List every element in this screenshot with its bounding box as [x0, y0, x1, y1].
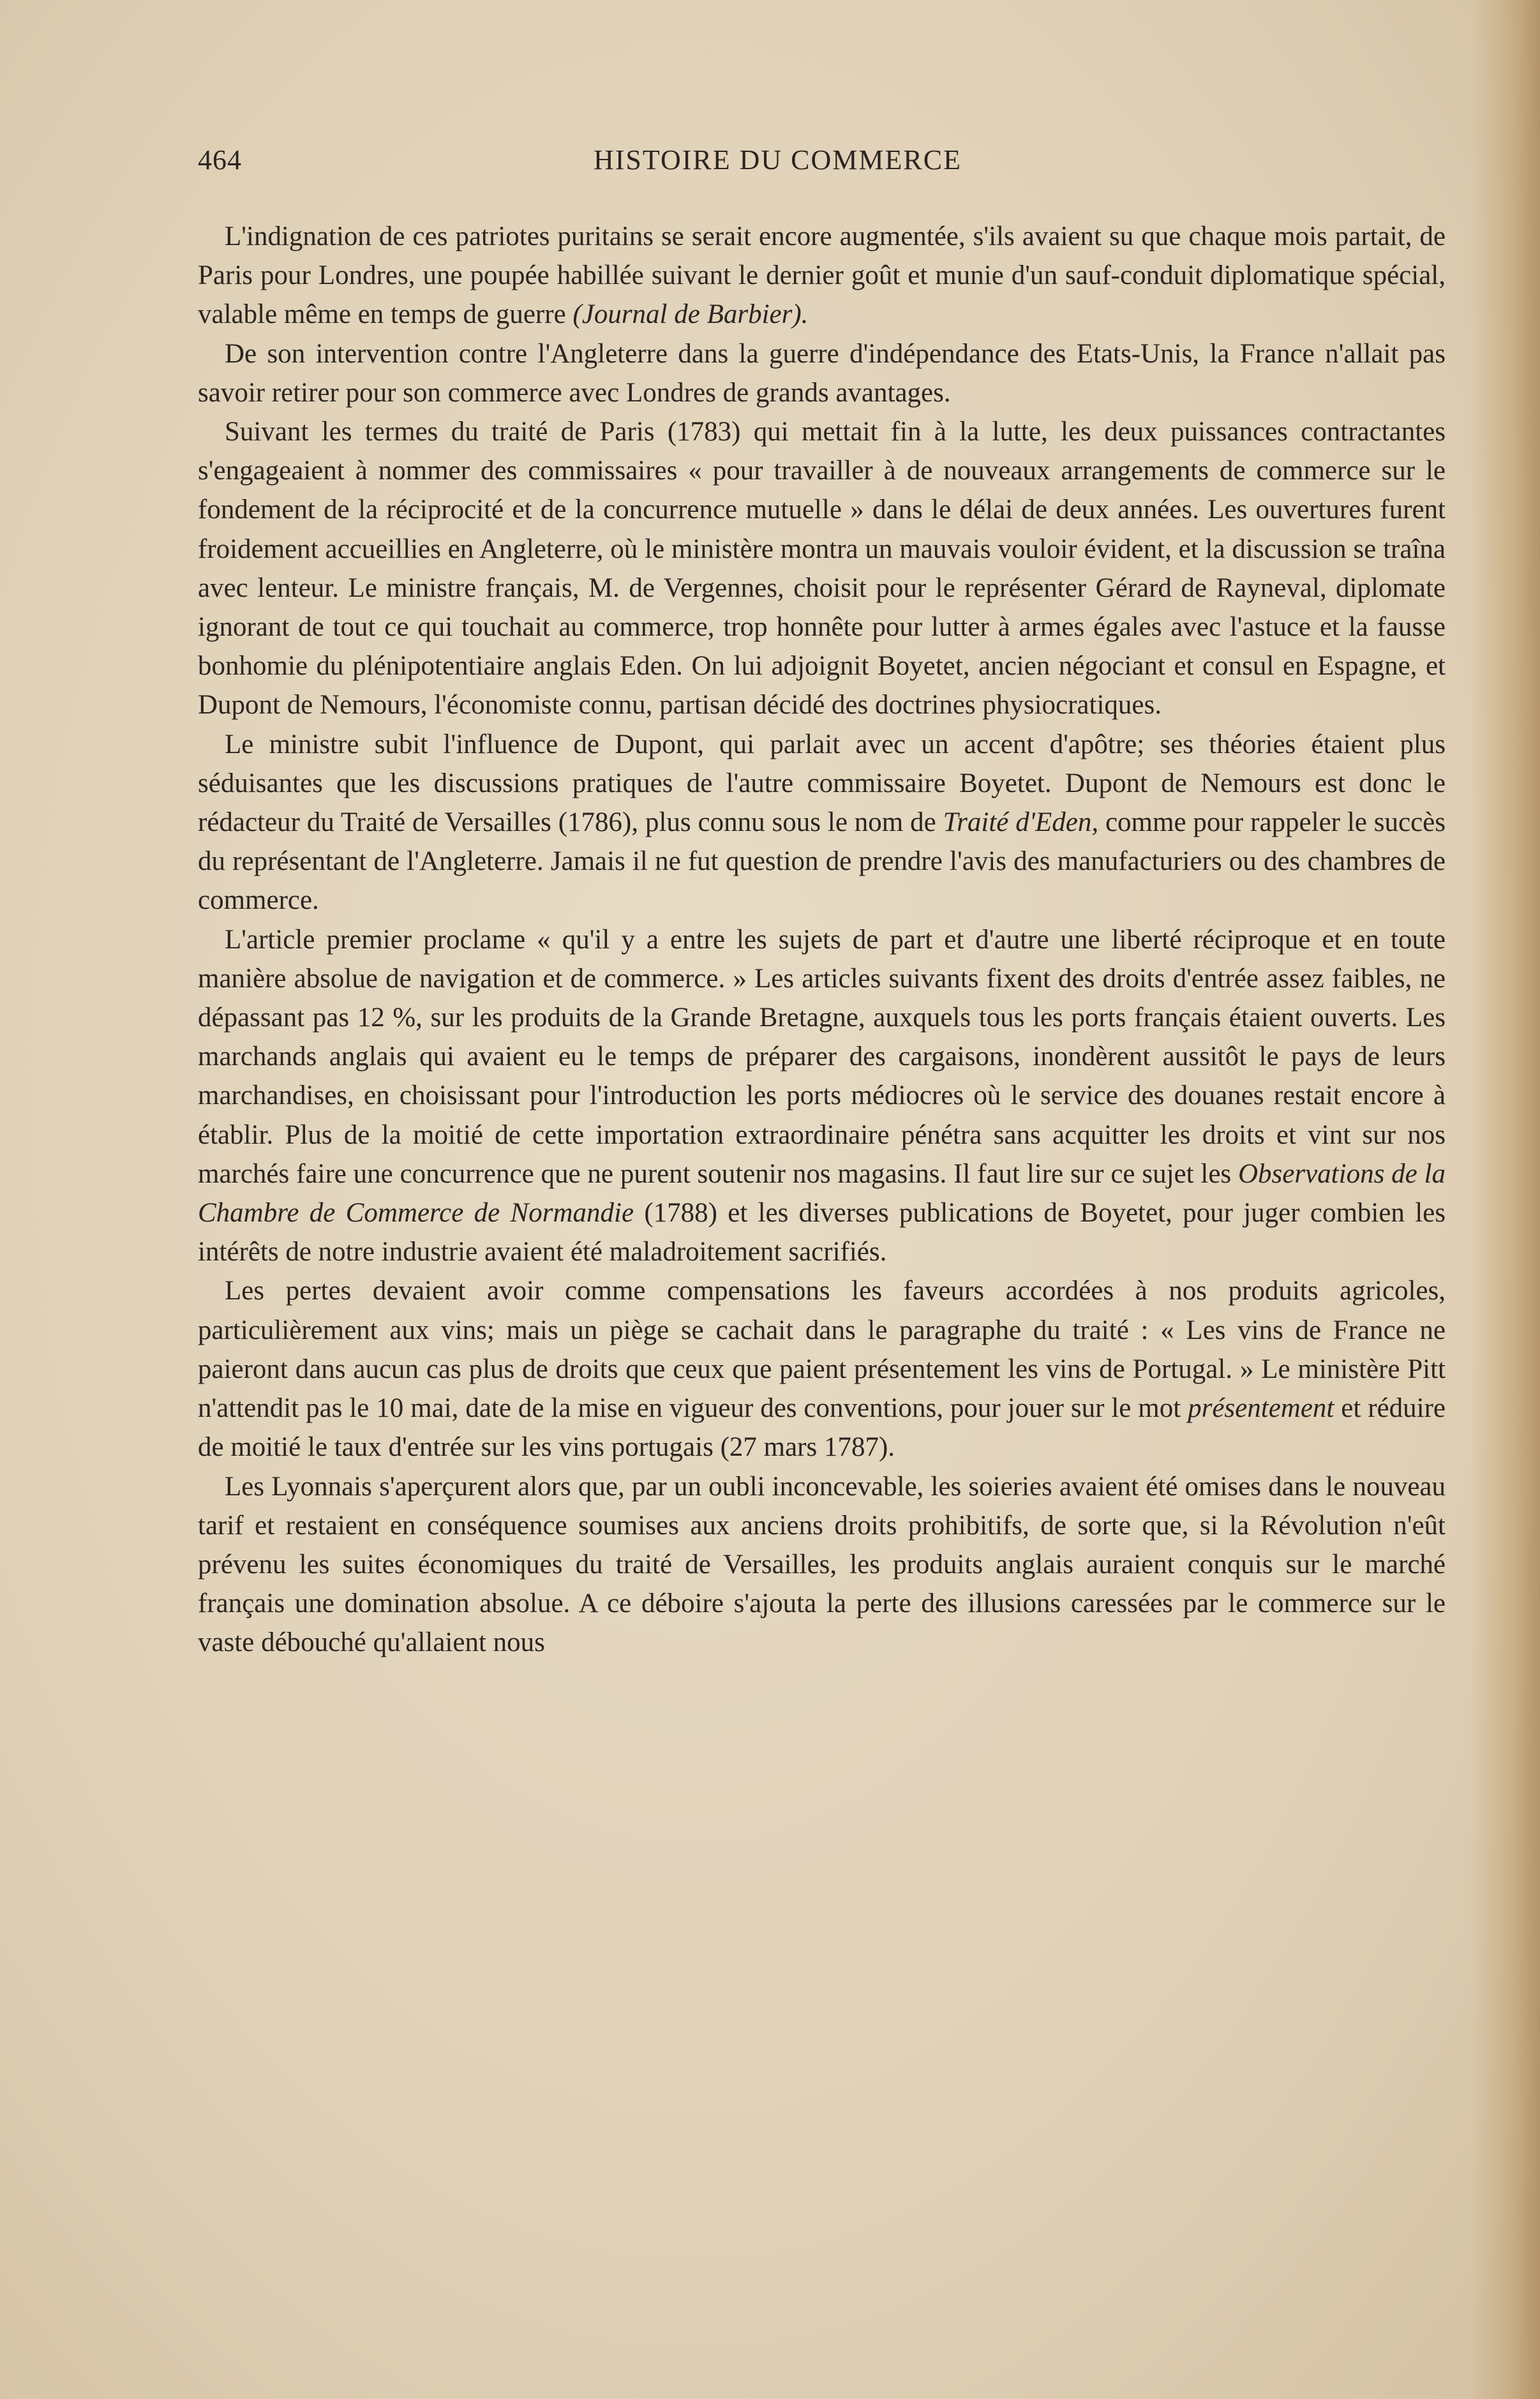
paragraph-text: Les Lyonnais s'aperçurent alors que, par un oubli inconcevable, les soieries avaient été omises dans le nouveau tarif et restaient en conséquence soumises aux anciens droits prohibitifs, de sorte que, si la Révolution n'eût prévenu les suites économiques du traité de Versailles, les produits anglais auraient conquis sur le marché français une domination absolue. A ce déboire s'ajouta la perte des illusions caressées par le commerce sur le vaste débouché qu'allaient nous: [198, 1471, 1446, 1658]
paragraph-1: [198, 217, 1446, 334]
page-number: 464: [198, 144, 242, 176]
running-head: [198, 144, 1449, 182]
paragraph-text: (1788) et les diverses publications de Boyetet, pour juger combien les intérêts de notre industrie avaient été maladroitement sacrifiés.: [198, 1198, 1446, 1267]
paragraph-3: [198, 412, 1446, 725]
italic-reference: Traité d'Eden,: [943, 807, 1099, 838]
paragraph-text: Le ministre subit l'influence de Dupont, qui parlait avec un accent d'apôtre; ses théories étaient plus séduisantes que les discussions pratiques de l'autre commissaire Boyetet. Dupont de Nemours est donc le rédacteur du Traité de Versailles (1786), plus connu sous le nom de: [198, 729, 1446, 838]
paragraph-text: et réduire de moitié le taux d'entrée sur les vins portugais (27 mars 1787).: [198, 1393, 1446, 1463]
paragraph-text: comme pour rappeler le succès du représentant de l'Angleterre. Jamais il ne fut question de prendre l'avis des manufacturiers ou des chambres de commerce.: [198, 807, 1446, 916]
paragraph-5: [198, 920, 1446, 1272]
italic-reference: (Journal de Barbier).: [572, 299, 809, 330]
paragraph-text: L'article premier proclame « qu'il y a entre les sujets de part et d'autre une liberté réciproque et en toute manière absolue de navigation et de commerce. » Les articles suivants fixent des droits d'entrée assez faibles, ne dépassant pas 12 %, sur les produits de la Grande Bretagne, auxquels tous les ports français étaient ouverts. Les marchands anglais qui avaient eu le temps de préparer des cargaisons, inondèrent aussitôt le pays de leurs marchandises, en choisissant pour l'introduction les ports médiocres où le service des douanes restait encore à établir. Plus de la moitié de cette importation extraordinaire pénétra sans acquitter les droits et vint sur nos marchés faire une concurrence que ne purent soutenir nos magasins. Il faut lire sur ce sujet les: [198, 924, 1446, 1189]
running-title: HISTOIRE DU COMMERCE: [594, 144, 962, 176]
paragraph-text: De son intervention contre l'Angleterre dans la guerre d'indépendance des Etats-Unis, la France n'allait pas savoir retirer pour son commerce avec Londres de grands avantages.: [198, 338, 1446, 408]
paragraph-text: L'indignation de ces patriotes puritains se serait encore augmentée, s'ils avaient su que chaque mois partait, de Paris pour Londres, une poupée habillée suivant le dernier goût et munie d'un sauf-conduit diplomatique spécial, valable même en temps de guerre: [198, 221, 1446, 330]
paragraph-4: [198, 725, 1446, 920]
italic-reference: Observations de la Chambre de Commerce de Normandie: [198, 1158, 1446, 1229]
paragraph-6: [198, 1271, 1446, 1467]
paragraph-text: Suivant les termes du traité de Paris (1783) qui mettait fin à la lutte, les deux puissances contractantes s'engageaient à nommer des commissaires « pour travailler à de nouveaux arrangements de commerce sur le fondement de la réciprocité et de la concurrence mutuelle » dans le délai de deux années. Les ouvertures furent froidement accueillies en Angleterre, où le ministère montra un mauvais vouloir évident, et la discussion se traîna avec lenteur. Le ministre français, M. de Vergennes, choisit pour le représenter Gérard de Rayneval, diplomate ignorant de tout ce qui touchait au commerce, trop honnête pour lutter à armes égales avec l'astuce et la fausse bonhomie du plénipotentiaire anglais Eden. On lui adjoignit Boyetet, ancien négociant et consul en Espagne, et Dupont de Nemours, l'économiste connu, partisan décidé des doctrines physiocratiques.: [198, 417, 1446, 721]
body-text: [198, 217, 1446, 1663]
paragraph-2: [198, 334, 1446, 412]
paragraph-7: [198, 1467, 1446, 1663]
italic-reference: présentement: [1188, 1393, 1334, 1424]
paragraph-text: Les pertes devaient avoir comme compensations les faveurs accordées à nos produits agricoles, particulièrement aux vins; mais un piège se cachait dans le paragraphe du traité : « Les vins de France ne paieront dans aucun cas plus de droits que ceux que paient présentement les vins de Portugal. » Le ministère Pitt n'attendit pas le 10 mai, date de la mise en vigueur des conventions, pour jouer sur le mot: [198, 1276, 1446, 1424]
